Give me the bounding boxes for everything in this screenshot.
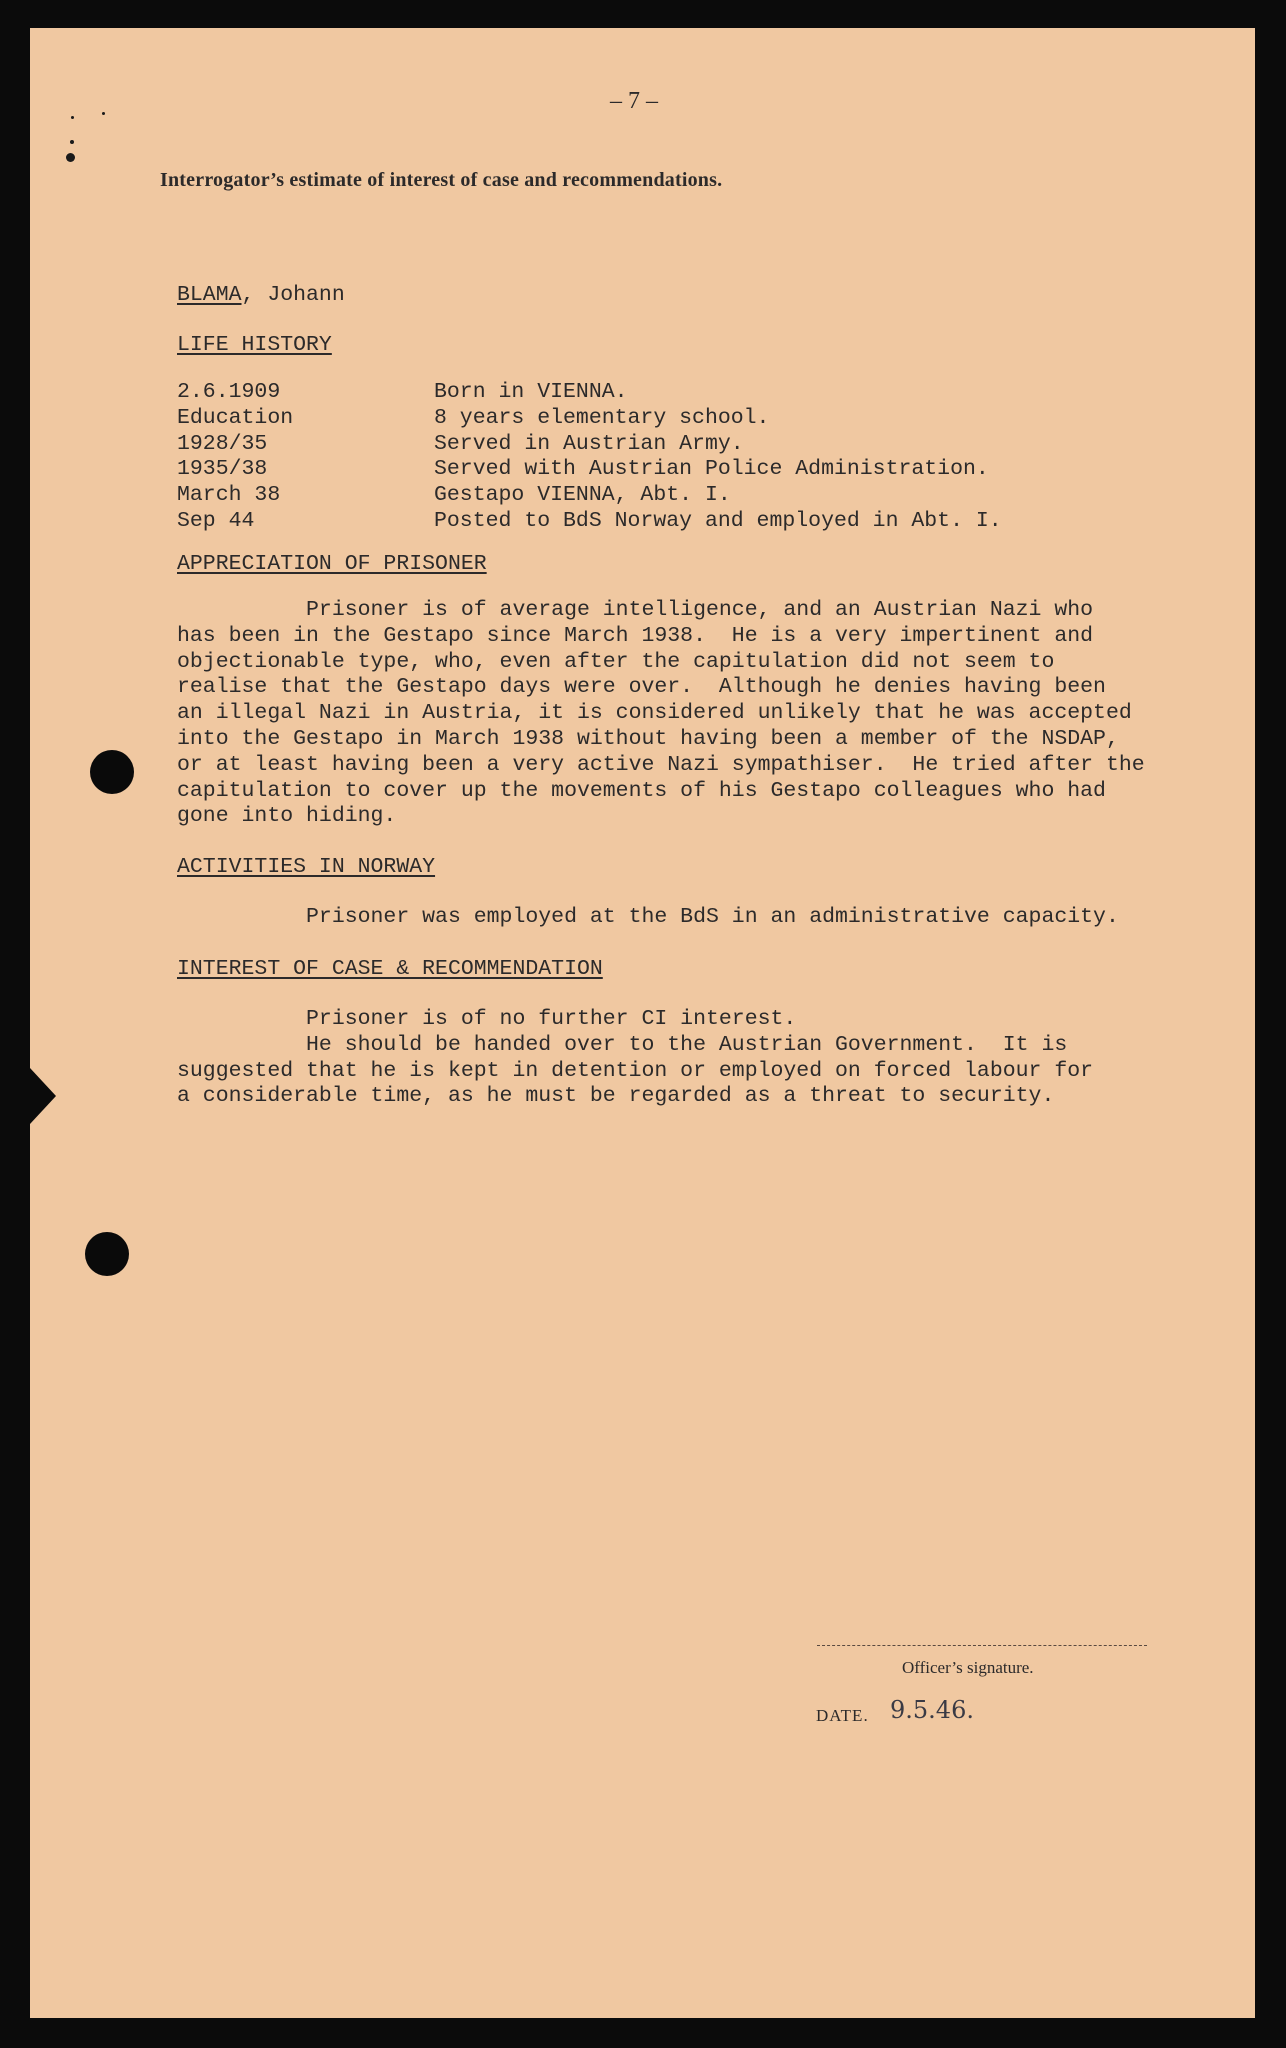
date-label: DATE. xyxy=(816,1706,869,1725)
appreciation-title: APPRECIATION OF PRISONER xyxy=(177,552,487,576)
life-history-date: Education xyxy=(177,405,294,430)
life-history-row xyxy=(177,406,1002,432)
life-history-row xyxy=(177,432,1002,458)
document-page xyxy=(30,28,1255,2018)
life-history-event: 8 years elementary school. xyxy=(434,405,770,430)
ink-speck xyxy=(66,153,75,162)
document-heading: Interrogator’s estimate of interest of case and recommendations. xyxy=(160,169,723,191)
life-history-date: 1928/35 xyxy=(177,431,268,456)
life-history-event: Posted to BdS Norway and employed in Abt. I. xyxy=(434,508,1002,533)
activities-title: ACTIVITIES IN NORWAY xyxy=(177,855,436,879)
life-history-row xyxy=(177,457,1002,483)
life-history-date: 2.6.1909 xyxy=(177,380,281,404)
life-history-row xyxy=(177,380,1002,406)
life-history-date: 1935/38 xyxy=(177,457,268,482)
life-history-title: LIFE HISTORY xyxy=(177,333,332,357)
interest-title: INTEREST OF CASE & RECOMMENDATION xyxy=(177,957,603,981)
appreciation-paragraph: Prisoner is of average intelligence, and an Austrian Nazi who has been in the Gestapo since March 1938. He is a very impertinent and objectionable type, who, even after the capitulation did not seem to realise that the Gestapo days were over. Although he denies having been an illegal Nazi in Austria, it is considered unlikely that he was accepted into the Gestapo in March 1938 without having been a member of the NSDAP, or at least having been a very active Nazi sympathiser. He tried after the capitulation to cover up the movements of his Gestapo colleagues who had gone into hiding. xyxy=(177,598,1145,829)
subject-forename: , Johann xyxy=(241,283,345,307)
ink-speck xyxy=(71,116,74,119)
life-history-row xyxy=(177,509,1002,535)
life-history-event: Born in VIENNA. xyxy=(434,380,628,404)
interest-paragraph: Prisoner is of no further CI interest. He should be handed over to the Austrian Government. It is suggested that he is kept in detention or employed on forced labour for a considerable time, as he must be regarded as a threat to security. xyxy=(177,1007,1094,1109)
page-number: – 7 – xyxy=(610,88,658,114)
life-history-event: Served in Austrian Army. xyxy=(434,431,744,456)
torn-edge-mark xyxy=(30,1068,56,1124)
activities-paragraph: Prisoner was employed at the BdS in an administrative capacity. xyxy=(177,905,1119,929)
punch-hole-bottom xyxy=(85,1232,129,1276)
signature-label: Officer’s signature. xyxy=(902,1658,1034,1677)
ink-speck xyxy=(102,112,105,115)
life-history-date: March 38 xyxy=(177,483,281,508)
date-value: 9.5.46. xyxy=(890,1696,974,1724)
life-history-event: Served with Austrian Police Administration. xyxy=(434,457,989,482)
life-history-event: Gestapo VIENNA, Abt. I. xyxy=(434,483,731,508)
subject-surname: BLAMA xyxy=(177,283,242,307)
life-history-date: Sep 44 xyxy=(177,508,255,533)
ink-speck xyxy=(70,140,74,144)
subject-name xyxy=(177,283,345,307)
punch-hole-top xyxy=(90,750,134,794)
signature-line xyxy=(817,1645,1147,1646)
life-history-row xyxy=(177,483,1002,509)
life-history-table xyxy=(177,380,1002,535)
